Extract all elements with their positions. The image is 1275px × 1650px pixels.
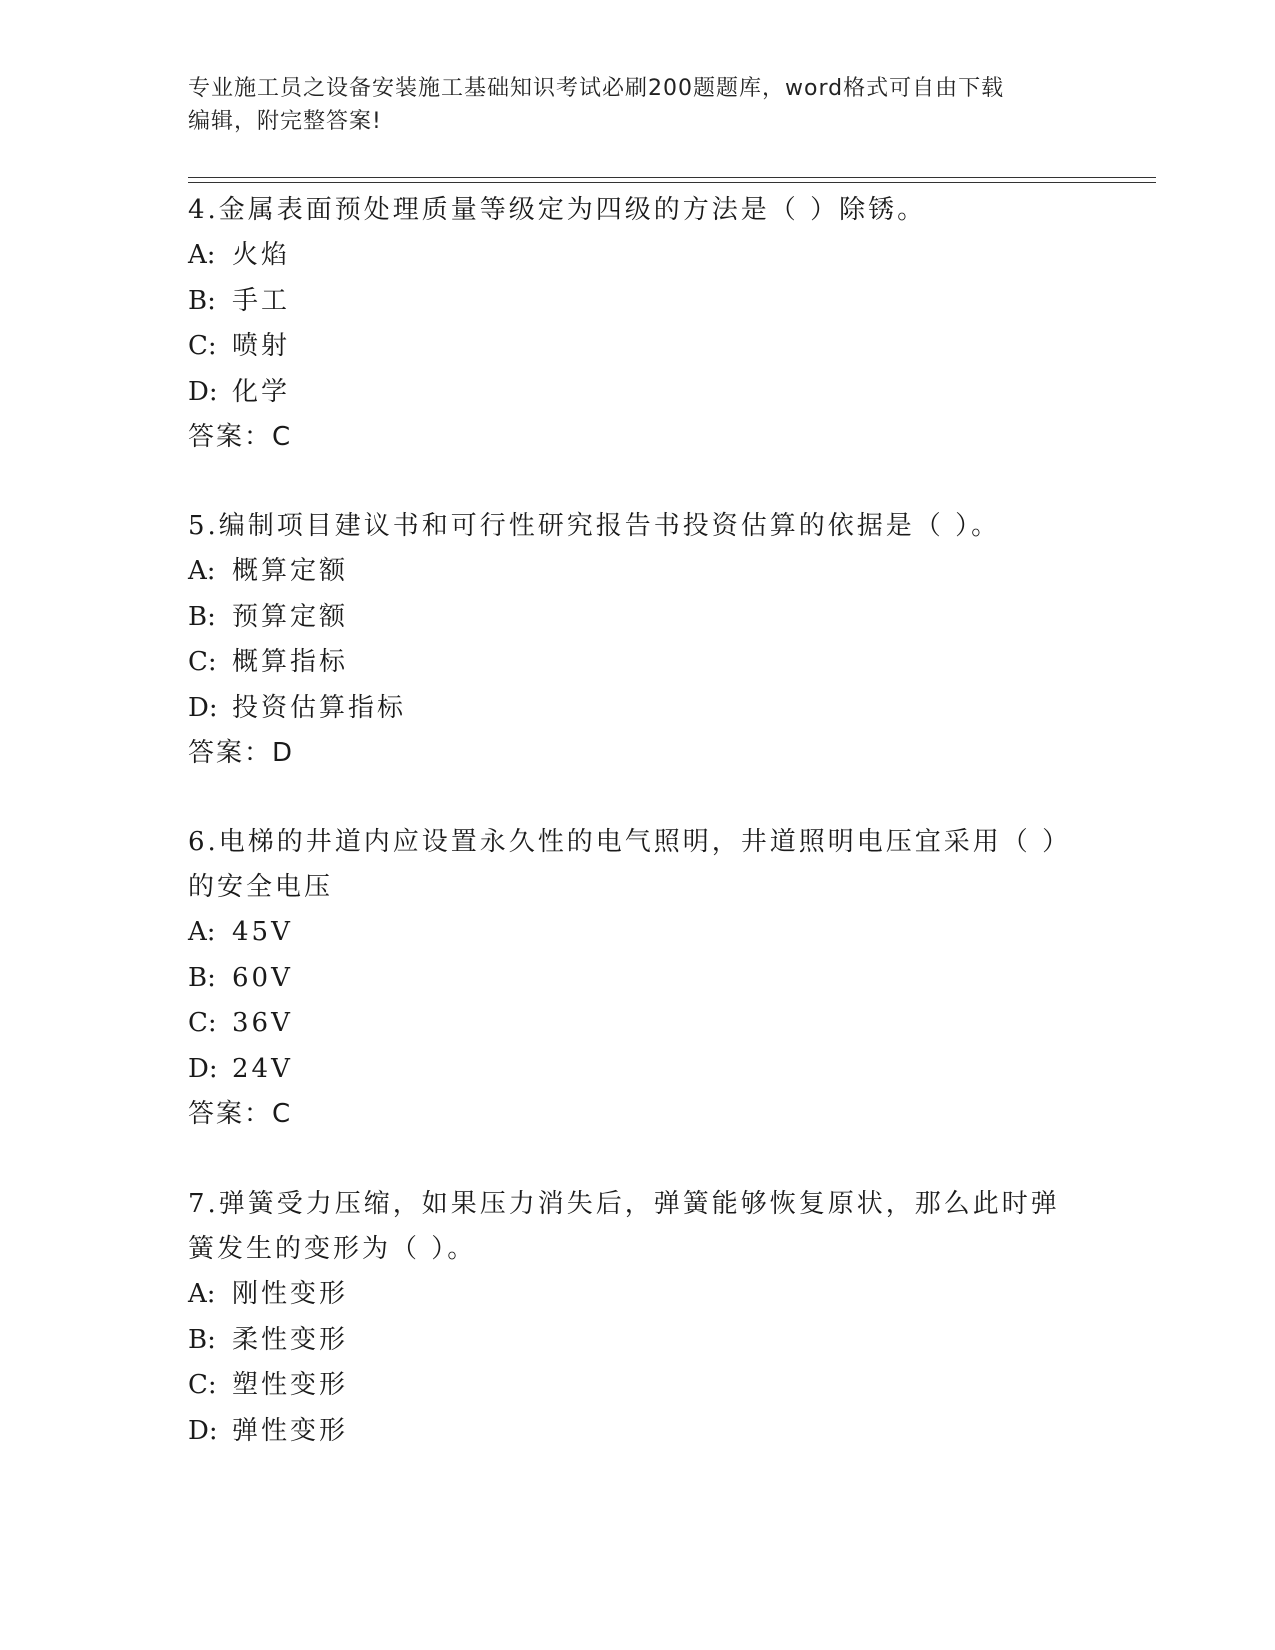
option-text: 手工 [232,285,291,316]
option-a [188,910,1088,956]
option-text: 投资估算指标 [232,692,407,723]
option-key: A: [188,240,216,270]
question-6 [188,820,1088,1137]
option-text: 化学 [232,376,291,407]
option-text: 火焰 [232,240,291,270]
header-line-1: 专业施工员之设备安装施工基础知识考试必刷200题题库，word格式可自由下载 [188,76,1005,101]
option-key: A: [188,1279,216,1309]
header-divider-top [188,177,1156,178]
option-text: 塑性变形 [232,1370,349,1400]
header-line-2: 编辑，附完整答案! [188,109,382,134]
header-divider-bottom [188,182,1156,183]
option-key: D: [188,1053,218,1084]
answer: 答案：D [188,738,295,768]
option-d [188,1409,1088,1455]
option-text: 24V [232,1053,293,1084]
answer: 答案：C [188,1099,293,1129]
question-stem-line-2: 的安全电压 [188,872,334,902]
answer: 答案：C [188,422,293,452]
option-text: 概算指标 [232,647,349,677]
option-c [188,640,1088,686]
option-text: 36V [232,1008,293,1038]
question-stem: 4.金属表面预处理质量等级定为四级的方法是（ ）除锈。 [188,195,927,225]
question-stem-line-1: 6.电梯的井道内应设置永久性的电气照明，井道照明电压宜采用（ ） [188,827,1072,857]
document-header [188,72,1088,138]
option-text: 刚性变形 [232,1279,349,1309]
option-key: C: [188,1370,217,1400]
option-key: B: [188,1324,216,1355]
option-key: C: [188,331,217,361]
option-key: C: [188,647,217,677]
option-key: B: [188,962,216,993]
option-d [188,686,1088,732]
option-c [188,1363,1088,1409]
option-b [188,595,1088,641]
question-stem-line-1: 7.弹簧受力压缩，如果压力消失后，弹簧能够恢复原状，那么此时弹 [188,1189,1060,1219]
option-key: C: [188,1008,217,1038]
option-key: A: [188,917,216,947]
option-text: 60V [232,962,293,993]
option-text: 概算定额 [232,556,349,586]
option-text: 弹性变形 [232,1415,349,1446]
option-text: 45V [232,917,293,947]
option-text: 喷射 [232,331,291,361]
option-b [188,956,1088,1002]
option-text: 预算定额 [232,601,349,632]
question-4 [188,188,1088,460]
option-key: A: [188,556,216,586]
option-key: D: [188,692,218,723]
option-c [188,1001,1088,1047]
option-a [188,1272,1088,1318]
option-a [188,549,1088,595]
question-stem: 5.编制项目建议书和可行性研究报告书投资估算的依据是（ ）。 [188,511,1001,541]
question-7 [188,1182,1088,1454]
question-stem-line-2: 簧发生的变形为（ ）。 [188,1234,477,1264]
option-text: 柔性变形 [232,1324,349,1355]
option-key: D: [188,1415,218,1446]
option-a [188,233,1088,279]
option-d [188,1047,1088,1093]
option-key: B: [188,601,216,632]
option-key: B: [188,285,216,316]
question-5 [188,504,1088,776]
option-b [188,279,1088,325]
option-d [188,370,1088,416]
option-key: D: [188,376,218,407]
option-b [188,1318,1088,1364]
option-c [188,324,1088,370]
